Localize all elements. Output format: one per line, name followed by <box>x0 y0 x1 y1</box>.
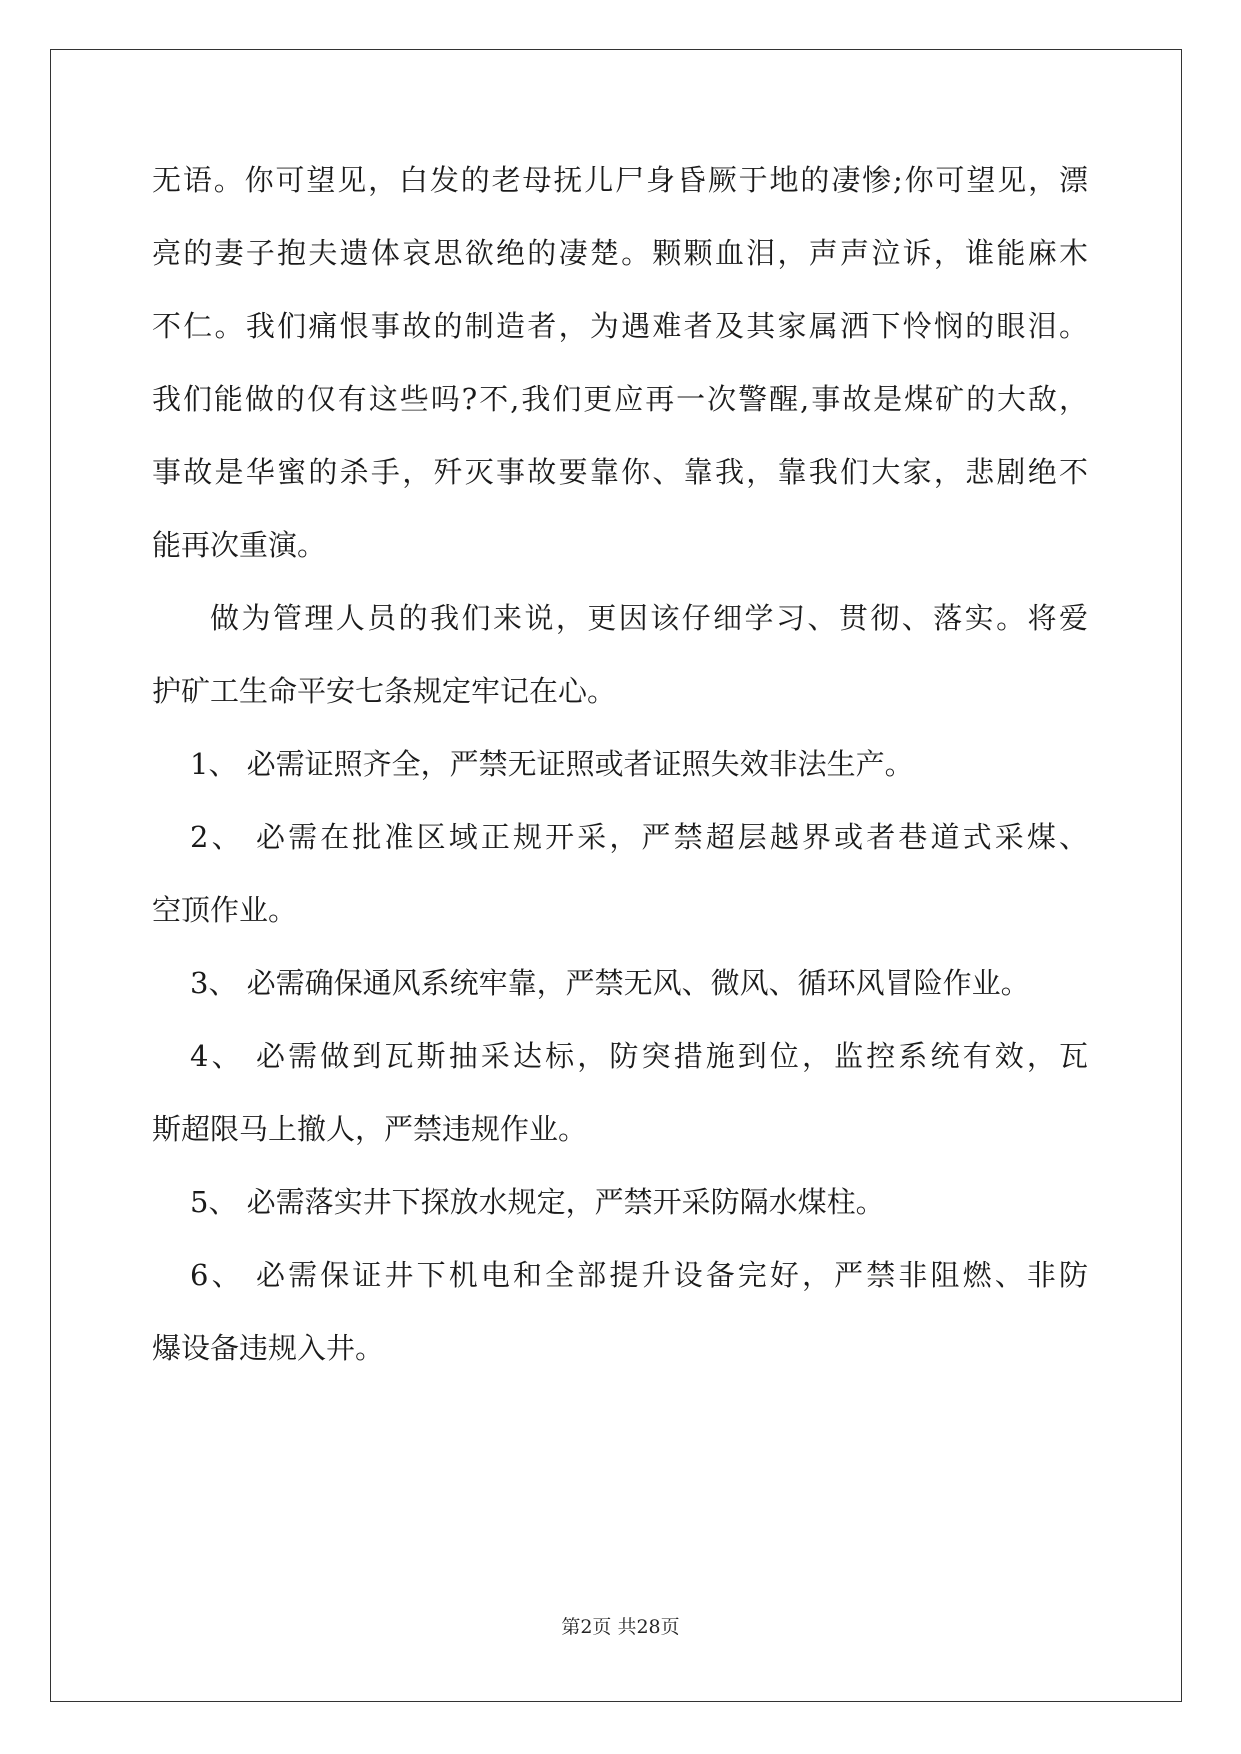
list-item-6: 6、 必需保证井下机电和全部提升设备完好，严禁非阻燃、非防 <box>190 1258 1088 1292</box>
text-line: 空顶作业。 <box>152 893 298 927</box>
text-line: 不仁。我们痛恨事故的制造者，为遇难者及其家属洒下怜悯的眼泪。 <box>152 309 1088 343</box>
text-line: 无语。你可望见，白发的老母抚儿尸身昏厥于地的凄惨;你可望见，漂 <box>152 163 1088 197</box>
text-line: 护矿工生命平安七条规定牢记在心。 <box>152 674 617 708</box>
page-border <box>50 49 1182 1702</box>
list-item-1: 1、 必需证照齐全，严禁无证照或者证照失效非法生产。 <box>190 747 914 781</box>
text-line: 我们能做的仅有这些吗?不,我们更应再一次警醒,事故是煤矿的大敌， <box>152 382 1088 416</box>
list-item-4: 4、 必需做到瓦斯抽采达标，防突措施到位，监控系统有效，瓦 <box>190 1039 1088 1073</box>
text-line: 能再次重演。 <box>152 528 327 562</box>
text-line: 爆设备违规入井。 <box>152 1331 385 1365</box>
text-line: 斯超限马上撤人，严禁违规作业。 <box>152 1112 588 1146</box>
paragraph-first-line: 做为管理人员的我们来说，更因该仔细学习、贯彻、落实。将爱 <box>210 601 1088 635</box>
page-number: 第2页 共28页 <box>561 1616 680 1638</box>
text-line: 事故是华蜜的杀手，歼灭事故要靠你、靠我，靠我们大家，悲剧绝不 <box>152 455 1088 489</box>
text-line: 亮的妻子抱夫遗体哀思欲绝的凄楚。颗颗血泪，声声泣诉，谁能麻木 <box>152 236 1088 270</box>
list-item-2: 2、 必需在批准区域正规开采，严禁超层越界或者巷道式采煤、 <box>190 820 1088 854</box>
list-item-3: 3、 必需确保通风系统牢靠，严禁无风、微风、循环风冒险作业。 <box>190 966 1030 1000</box>
list-item-5: 5、 必需落实井下探放水规定，严禁开采防隔水煤柱。 <box>190 1185 885 1219</box>
